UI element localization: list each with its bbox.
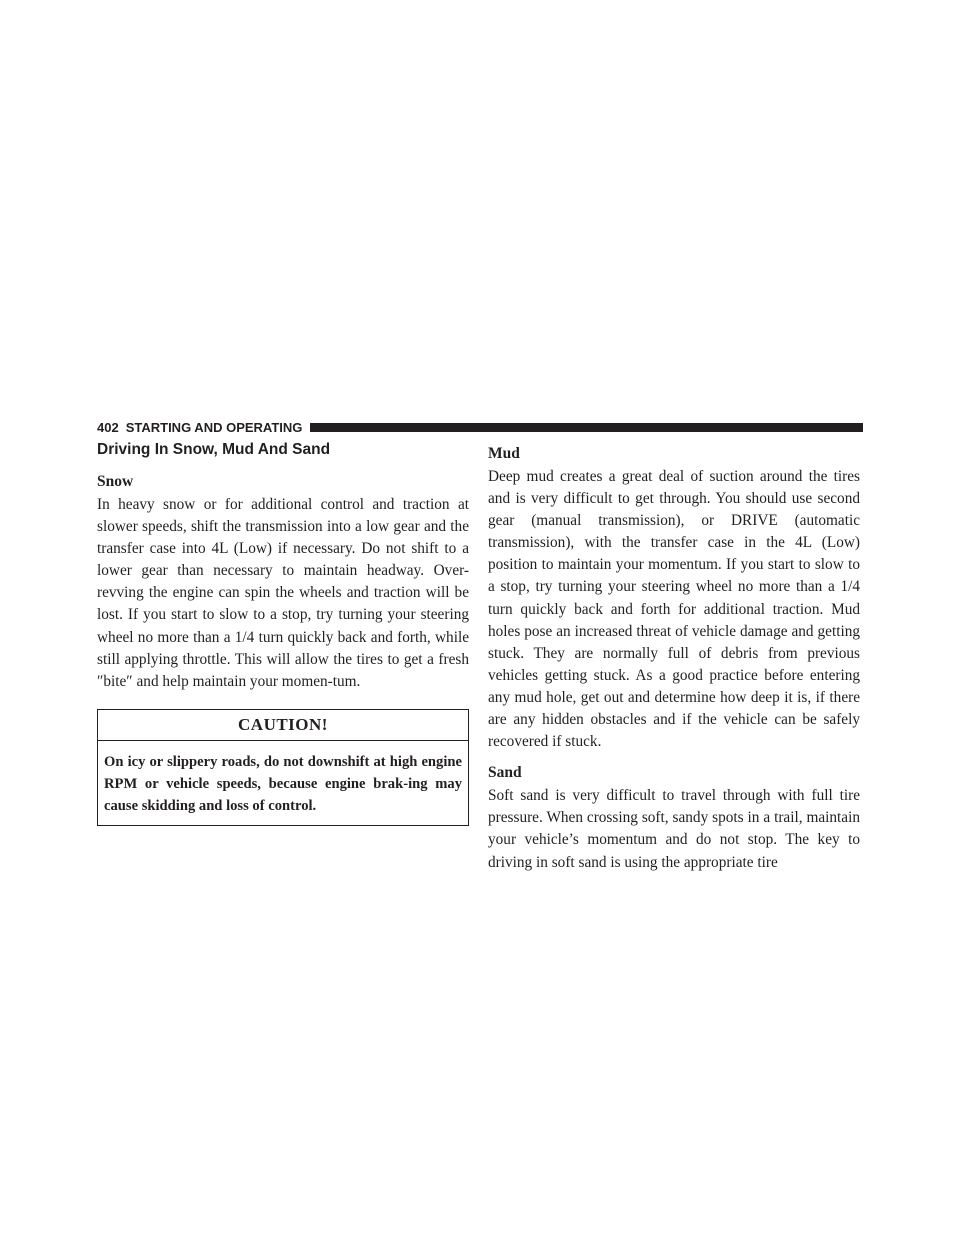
right-column (488, 444, 860, 884)
page-header (97, 416, 863, 438)
caution-text: On icy or slippery roads, do not downshift at high engine RPM or vehicle speeds, because engine brak-ing may cause skidding and loss of control. (104, 753, 462, 814)
caution-box (97, 709, 469, 826)
section-title: STARTING AND OPERATING (125, 419, 303, 435)
sand-paragraph: Soft sand is very difficult to travel through with full tire pressure. When crossing soft, sandy spots in a trail, maintain your vehicle’s momentum and do not stop. The key to driving in soft sand is using the appropriate tire (488, 787, 860, 871)
snow-paragraph: In heavy snow or for additional control and traction at slower speeds, shift the transmission into a low gear and the transfer case into 4L (Low) if necessary. Do not shift to a lower gear than necessary to maintain headway. Over-revving the engine can spin the wheels and traction will be lost. If you start to slow to a stop, try turning your steering wheel no more than a 1/4 turn quickly back and forth, while still applying throttle. This will allow the tires to get a fresh ″bite″ and help maintain your momen-tum. (97, 496, 469, 690)
page-number: 402 (97, 419, 119, 435)
header-rule (310, 423, 863, 432)
mud-heading: Mud (488, 445, 520, 462)
section-heading: Driving In Snow, Mud And Sand (97, 441, 331, 458)
mud-paragraph: Deep mud creates a great deal of suction around the tires and is very difficult to get through. You should use second gear (manual transmission), or DRIVE (automatic transmission), with the transfer case in the 4L (Low) position to maintain your momentum. If you start to slow to a stop, try turning your steering wheel no more than a 1/4 turn quickly back and forth for additional traction. Mud holes pose an increased threat of vehicle damage and getting stuck. They are normally full of debris from previous vehicles getting stuck. As a good practice before entering any mud hole, get out and determine how deep it is, if there are any hidden obstacles and if the vehicle can be safely recovered if stuck. (488, 468, 860, 751)
caution-title: CAUTION! (98, 710, 468, 741)
snow-heading: Snow (97, 473, 134, 490)
left-column (97, 440, 469, 826)
sand-heading: Sand (488, 764, 522, 782)
